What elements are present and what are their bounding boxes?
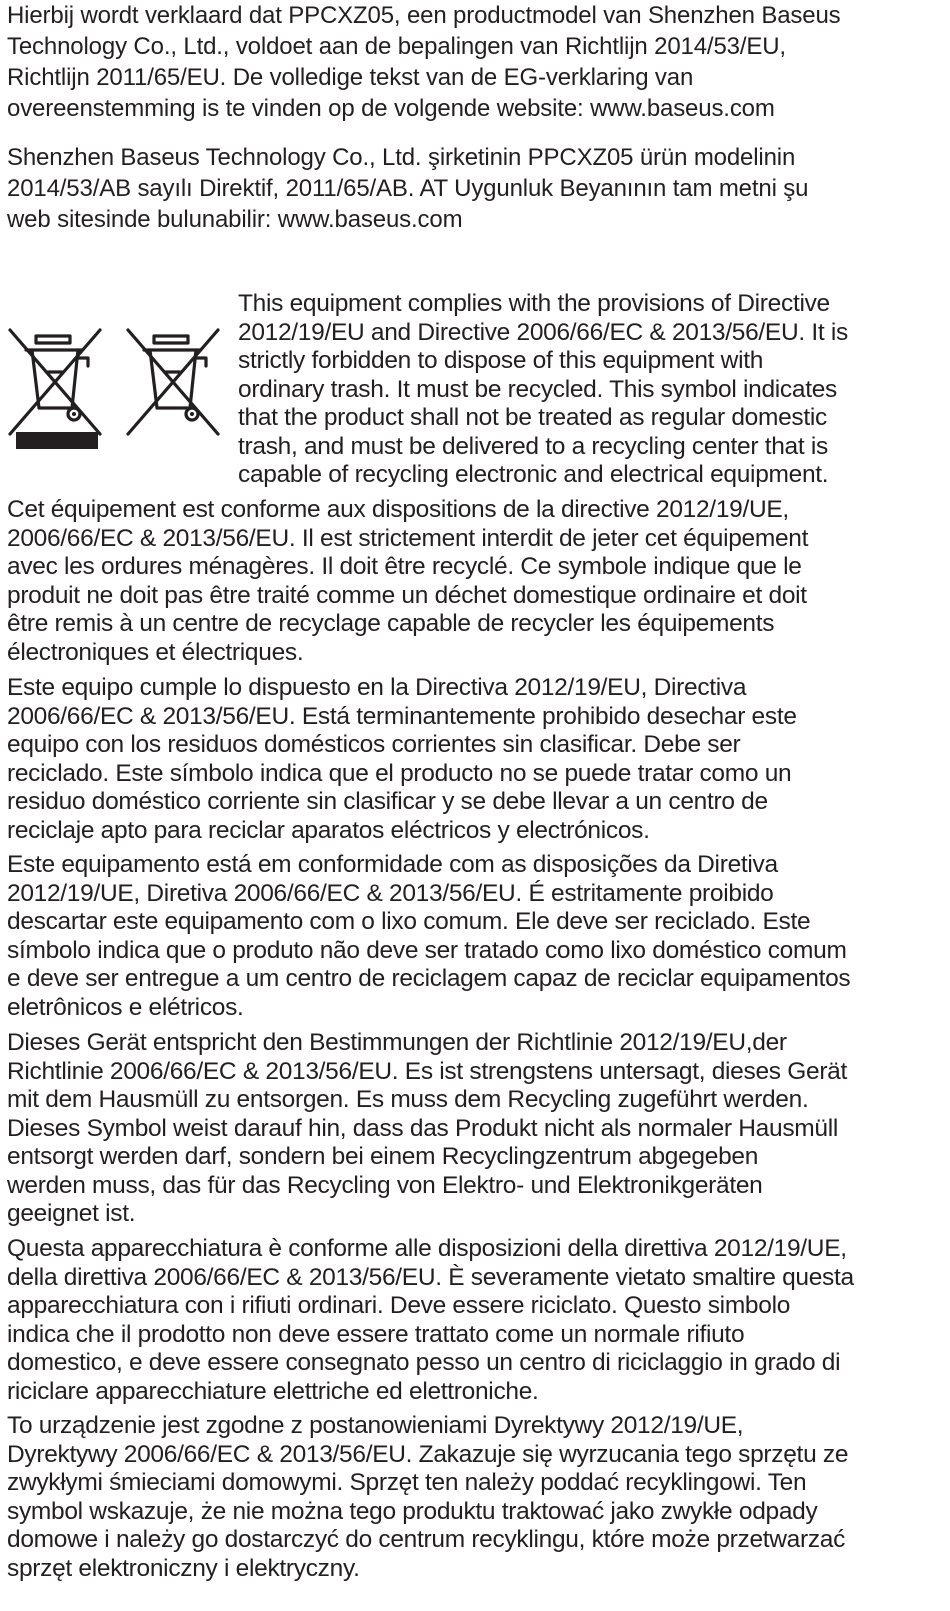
text-line: apparecchiatura con i rifiuti ordinari. Deve essere riciclato. Questo simbolo [7,1292,791,1319]
text-line: eletrônicos e elétricos. [7,993,244,1021]
text-line: reciclaje apto para reciclar aparatos eléctricos y electrónicos. [7,816,650,844]
text-line: Richtlijn 2011/65/EU. De volledige tekst van de EG-verklaring van [7,64,694,91]
text-line: Shenzhen Baseus Technology Co., Ltd. şirketinin PPCXZ05 ürün modelinin [7,144,796,171]
text-line: domestico, e deve essere consegnato pesso un centro di riciclaggio in grado di [7,1349,841,1376]
text-line: 2012/19/EU and Directive 2006/66/EC & 2013/56/EU. It is [238,318,848,346]
text-line: Cet équipement est conforme aux dispositions de la directive 2012/19/UE, [7,496,789,523]
text-line: Richtlinie 2006/66/EC & 2013/56/EU. Es ist strengstens untersagt, dieses Gerät [7,1057,848,1085]
text-line: This equipment complies with the provisions of Directive [238,290,830,317]
text-line: residuo doméstico corriente sin clasificar y se debe llevar a un centro de [7,788,768,815]
paragraph-polish [7,1412,943,1583]
text-line: reciclado. Este símbolo indica que el producto no se puede tratar como un [7,759,792,787]
paragraph-portuguese [7,851,943,1022]
text-line: Technology Co., Ltd., voldoet aan de bepalingen van Richtlijn 2014/53/EU, [7,33,786,60]
paragraph-italian [7,1235,943,1406]
text-line: capable of recycling electronic and electrical equipment. [238,461,829,488]
text-line: riciclare apparecchiature elettriche ed elettroniche. [7,1377,539,1405]
text-line: 2006/66/EC & 2013/56/EU. Está terminantemente prohibido desechar este [7,702,797,730]
text-line: e deve ser entregue a um centro de reciclagem capaz de reciclar equipamentos [7,965,851,992]
text-line: mit dem Hausmüll zu entsorgen. Es muss dem Recycling zugeführt werden. [7,1086,809,1113]
text-line: ordinary trash. It must be recycled. This symbol indicates [238,375,837,403]
text-line: that the product shall not be treated as regular domestic [238,404,827,431]
text-line: être remis à un centre de recyclage capable de recycler les équipements [7,610,775,637]
text-line: descartar este equipamento com o lixo comum. Ele deve ser reciclado. Este [7,908,811,935]
text-line: werden muss, das für das Recycling von Elektro- und Elektronikgeräten [7,1171,763,1199]
text-line: web sitesinde bulunabilir: www.baseus.com [7,206,463,233]
text-line: symbol wskazuje, że nie można tego produktu traktować jako zwykłe odpady [7,1497,818,1525]
text-line: Dyrektywy 2006/66/EC & 2013/56/EU. Zakazuje się wyrzucania tego sprzętu ze [7,1440,849,1468]
text-line: 2012/19/UE, Diretiva 2006/66/EC & 2013/56/EU. É estritamente proibido [7,879,774,907]
text-line: avec les ordures ménagères. Il doit être recyclé. Ce symbole indique que le [7,553,802,580]
text-line: geeignet ist. [7,1200,136,1227]
text-line: électroniques et électriques. [7,638,304,666]
text-line: símbolo indica que o produto não deve ser tratado como lixo doméstico comum [7,936,847,964]
crossed-out-wheelie-bin-icon [124,328,224,458]
text-line: strictly forbidden to dispose of this equipment with [238,347,764,374]
text-line: Este equipamento está em conformidade com as disposições da Diretiva [7,851,778,878]
text-line: Dieses Gerät entspricht den Bestimmungen der Richtlinie 2012/19/EU,der [7,1029,787,1056]
crossed-out-wheelie-bin-with-bar-icon [6,328,106,458]
text-line: sprzęt elektroniczny i elektryczny. [7,1554,360,1582]
text-line: 2014/53/AB sayılı Direktif, 2011/65/AB. AT Uygunluk Beyanının tam metni şu [7,175,809,202]
paragraph-spanish [7,674,943,845]
text-line: della direttiva 2006/66/EC & 2013/56/EU. È severamente vietato smaltire questa [7,1263,854,1291]
text-line: produit ne doit pas être traité comme un déchet domestique ordinaire et doit [7,581,807,609]
text-line: zwykłymi śmieciami domowymi. Sprzęt ten należy poddać recyklingowi. Ten [7,1469,807,1496]
text-line: trash, and must be delivered to a recycling center that is [238,432,828,460]
text-line: entsorgt werden darf, sondern bei einem Recyclingzentrum abgegeben [7,1143,759,1170]
text-line: To urządzenie jest zgodne z postanowieniami Dyrektywy 2012/19/UE, [7,1412,744,1439]
text-line: equipo con los residuos domésticos corrientes sin clasificar. Debe ser [7,731,741,758]
text-line: overeenstemming is te vinden op de volgende website: www.baseus.com [7,95,775,122]
paragraph-german [7,1029,943,1229]
text-line: 2006/66/EC & 2013/56/EU. Il est strictement interdit de jeter cet équipement [7,524,809,552]
text-line: Hierbij wordt verklaard dat PPCXZ05, een productmodel van Shenzhen Baseus [7,2,841,29]
paragraph-turkish [7,142,943,235]
text-line: Questa apparecchiatura è conforme alle disposizioni della direttiva 2012/19/UE, [7,1235,847,1262]
paragraph-french [7,496,943,667]
text-line: indica che il prodotto non deve essere trattato come un normale rifiuto [7,1320,745,1348]
paragraph-english [238,290,943,490]
paragraph-dutch [7,0,943,124]
text-line: domowe i należy go dostarczyć do centrum recyklingu, które może przetwarzać [7,1526,846,1553]
text-line: Este equipo cumple lo dispuesto en la Directiva 2012/19/EU, Directiva [7,674,747,701]
text-line: Dieses Symbol weist darauf hin, dass das Produkt nicht als normaler Hausmüll [7,1114,838,1142]
